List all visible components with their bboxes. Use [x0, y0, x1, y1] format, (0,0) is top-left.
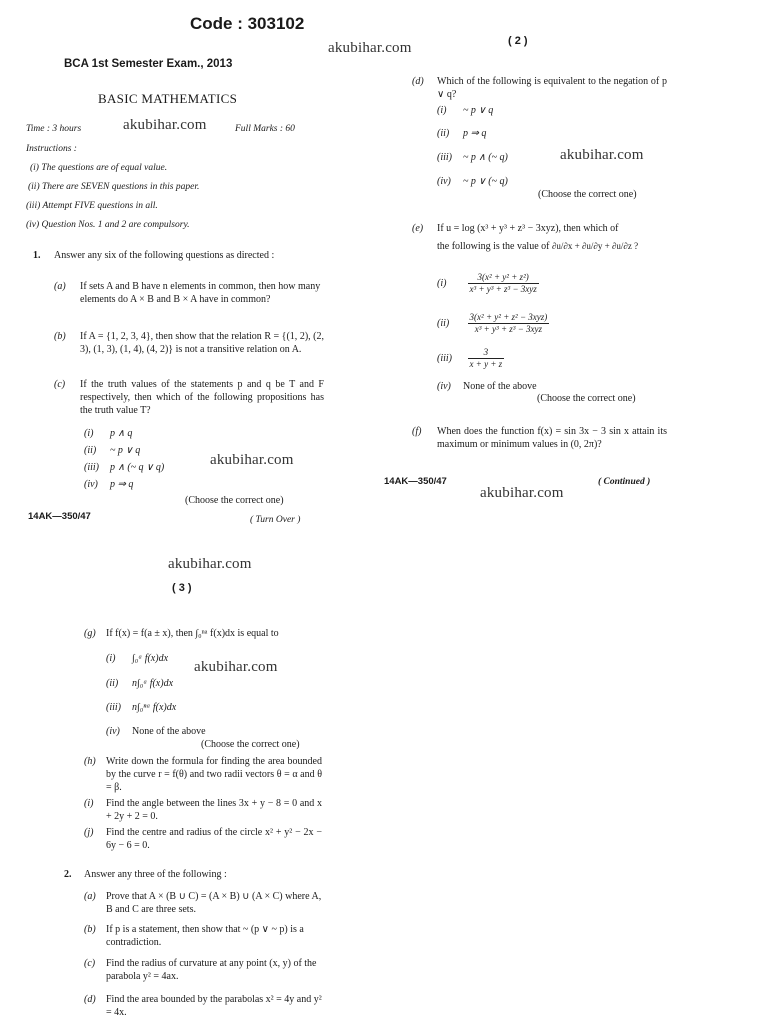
watermark: akubihar.com: [560, 147, 644, 163]
option-value: n∫₀ⁿᵃ f(x)dx: [132, 702, 177, 713]
fraction-numerator: 3(x² + y² + z² − 3xyz): [469, 312, 548, 322]
option-number: (i): [106, 653, 116, 664]
page-number: ( 3 ): [172, 582, 192, 594]
fraction-denominator: x³ + y³ + z³ − 3xyz: [474, 324, 543, 334]
choose-correct-g: (Choose the correct one): [201, 739, 300, 750]
fraction: [468, 312, 550, 335]
option-number: (ii): [84, 445, 97, 456]
watermark: akubihar.com: [210, 452, 294, 468]
watermark: akubihar.com: [168, 556, 252, 572]
partial-y: ∂u/∂y: [581, 241, 603, 251]
option-value: ~ p ∨ q: [463, 105, 494, 116]
option-value: ~ p ∨ (~ q): [463, 176, 508, 187]
option-value: ~ p ∧ (~ q): [463, 152, 508, 163]
q1j-label: (j): [84, 827, 94, 838]
option-number: (iii): [106, 702, 121, 713]
q1d-text: Which of the following is equivalent to the negation of p ∨ q?: [437, 76, 667, 100]
option-value: None of the above: [132, 726, 206, 737]
option-number: (iv): [437, 381, 451, 392]
q2c-label: (c): [84, 958, 96, 969]
fraction-numerator: 3: [468, 347, 505, 359]
q1d-option-2: [437, 127, 486, 140]
option-number: (iv): [437, 176, 451, 187]
fraction: [468, 347, 505, 370]
option-number: (iii): [437, 152, 452, 163]
watermark: akubihar.com: [194, 659, 278, 675]
fraction-denominator: x + y + z: [469, 359, 503, 369]
partial-sum: ∂u/∂x + ∂u/∂y + ∂u/∂z ?: [551, 241, 639, 251]
q1c-option-2: [84, 444, 140, 457]
q1-text: Answer any six of the following questions as directed :: [54, 250, 275, 261]
q2c-text: Find the radius of curvature at any point (x, y) of the parabola y² = 4ax.: [106, 958, 317, 982]
footer-code: 14AK—350/47: [28, 511, 91, 522]
choose-correct-c: (Choose the correct one): [185, 495, 284, 506]
option-number: (i): [437, 105, 447, 116]
subject-title: BASIC MATHEMATICS: [98, 91, 238, 106]
instruction-3: (iii) Attempt FIVE questions in all.: [26, 201, 158, 211]
option-value: None of the above: [463, 381, 537, 392]
option-number: (iii): [437, 352, 452, 364]
q1j-text: Find the centre and radius of the circle x² + y² − 2x − 6y − 6 = 0.: [106, 827, 322, 851]
instructions-title: Instructions :: [26, 144, 77, 154]
q1d-option-4: [437, 175, 508, 188]
partial-z: ∂u/∂z: [611, 241, 632, 251]
option-number: (iv): [106, 726, 120, 737]
q1g-label: (g): [84, 628, 96, 639]
q1f-text: When does the function f(x) = sin 3x − 3 sin x attain its maximum or minimum values in (0, 2π)?: [437, 426, 667, 450]
q1c-option-1: [84, 427, 132, 440]
q2-text: Answer any three of the following :: [84, 869, 227, 880]
q1e-option-4: [437, 380, 537, 393]
q1-number: 1.: [33, 250, 41, 261]
q1g-option-3: [106, 701, 176, 714]
option-number: (iv): [84, 479, 98, 490]
q1g-option-4: [106, 725, 206, 738]
q1e-label: (e): [412, 223, 424, 234]
q2a-text: Prove that A × (B ∪ C) = (A × B) ∪ (A × C) where A, B and C are three sets.: [106, 891, 322, 915]
option-number: (i): [437, 277, 447, 289]
q1e-option-1: [437, 272, 541, 295]
fraction: [468, 272, 539, 295]
option-number: (ii): [106, 678, 119, 689]
footer-note: ( Continued ): [598, 477, 651, 487]
option-value: p ∧ q: [110, 428, 133, 439]
instruction-2: (ii) There are SEVEN questions in this paper.: [28, 182, 200, 192]
fraction-denominator: x³ + y³ + z³ − 3xyz: [469, 284, 537, 294]
option-number: (iii): [84, 462, 99, 473]
page-number: ( 2 ): [508, 35, 528, 47]
q1h-label: (h): [84, 756, 96, 767]
q1d-option-1: [437, 104, 493, 117]
q1a-label: (a): [54, 281, 66, 292]
q1f-label: (f): [412, 426, 422, 437]
q1d-label: (d): [412, 76, 424, 87]
q1a-text: If sets A and B have n elements in common, then how many elements do A × B and B × A have in common?: [80, 281, 321, 305]
time-label: Time : 3 hours: [26, 124, 82, 134]
option-value: ∫₀ᵃ f(x)dx: [132, 653, 169, 664]
choose-correct-e: (Choose the correct one): [537, 393, 636, 404]
q1i-label: (i): [84, 798, 94, 809]
q2a-label: (a): [84, 891, 96, 902]
option-value: p ⇒ q: [110, 479, 134, 490]
q2b-label: (b): [84, 924, 96, 935]
marks-label: Full Marks : 60: [235, 124, 295, 134]
watermark: akubihar.com: [123, 117, 207, 133]
q1e-option-2: [437, 312, 551, 335]
option-number: (i): [84, 428, 94, 439]
footer-note: ( Turn Over ): [250, 515, 301, 525]
q1e-line2-text: the following is the value of: [437, 241, 550, 252]
option-value: p ∧ (~ q ∨ q): [110, 462, 165, 473]
q1b-text: If A = {1, 2, 3, 4}, then show that the relation R = {(1, 2), (2, 3), (1, 3), (1, 4), (4, 2)} is not a transitive relation on A.: [80, 331, 324, 355]
exam-title: BCA 1st Semester Exam., 2013: [64, 58, 233, 70]
option-value: n∫₀ᵃ f(x)dx: [132, 678, 174, 689]
q2d-label: (d): [84, 994, 96, 1005]
instruction-1: (i) The questions are of equal value.: [30, 163, 168, 173]
q1c-label: (c): [54, 379, 66, 390]
partial-x: ∂u/∂x: [551, 241, 573, 251]
exam-code: Code : 303102: [190, 14, 305, 33]
watermark: akubihar.com: [480, 485, 564, 501]
instruction-4: (iv) Question Nos. 1 and 2 are compulsory.: [26, 220, 190, 230]
option-value: p ⇒ q: [463, 128, 487, 139]
option-number: (ii): [437, 317, 450, 329]
option-value: ~ p ∨ q: [110, 445, 141, 456]
choose-correct-d: (Choose the correct one): [538, 189, 637, 200]
q1c-option-4: [84, 478, 133, 491]
q2-number: 2.: [64, 869, 72, 880]
q2d-text: Find the area bounded by the parabolas x² = 4y and y² = 4x.: [106, 994, 322, 1018]
option-number: (ii): [437, 128, 450, 139]
q1i-text: Find the angle between the lines 3x + y − 8 = 0 and x + 2y + 2 = 0.: [106, 798, 322, 822]
q1d-option-3: [437, 151, 508, 164]
q2b-text: If p is a statement, then show that ~ (p ∨ ~ p) is a contradiction.: [106, 924, 304, 948]
q1e-option-3: [437, 347, 506, 370]
watermark: akubihar.com: [328, 40, 412, 56]
footer-code: 14AK—350/47: [384, 476, 447, 487]
fraction-numerator: 3(x² + y² + z²): [468, 272, 539, 284]
q1c-text: If the truth values of the statements p and q be T and F respectively, then which of the following propositions has the truth value T?: [80, 379, 324, 416]
q1e-line1: If u = log (x³ + y³ + z³ − 3xyz), then which of: [437, 223, 619, 234]
q1g-option-2: [106, 677, 173, 690]
q1h-text: Write down the formula for finding the area bounded by the curve r = f(θ) and two radii vectors θ = α and θ = β.: [106, 756, 322, 793]
q1g-option-1: [106, 652, 168, 665]
q1e-line2: [437, 240, 638, 253]
q1c-option-3: [84, 461, 164, 474]
q1g-text: If f(x) = f(a ± x), then ∫₀ⁿᵃ f(x)dx is equal to: [106, 628, 279, 639]
q1b-label: (b): [54, 331, 66, 342]
